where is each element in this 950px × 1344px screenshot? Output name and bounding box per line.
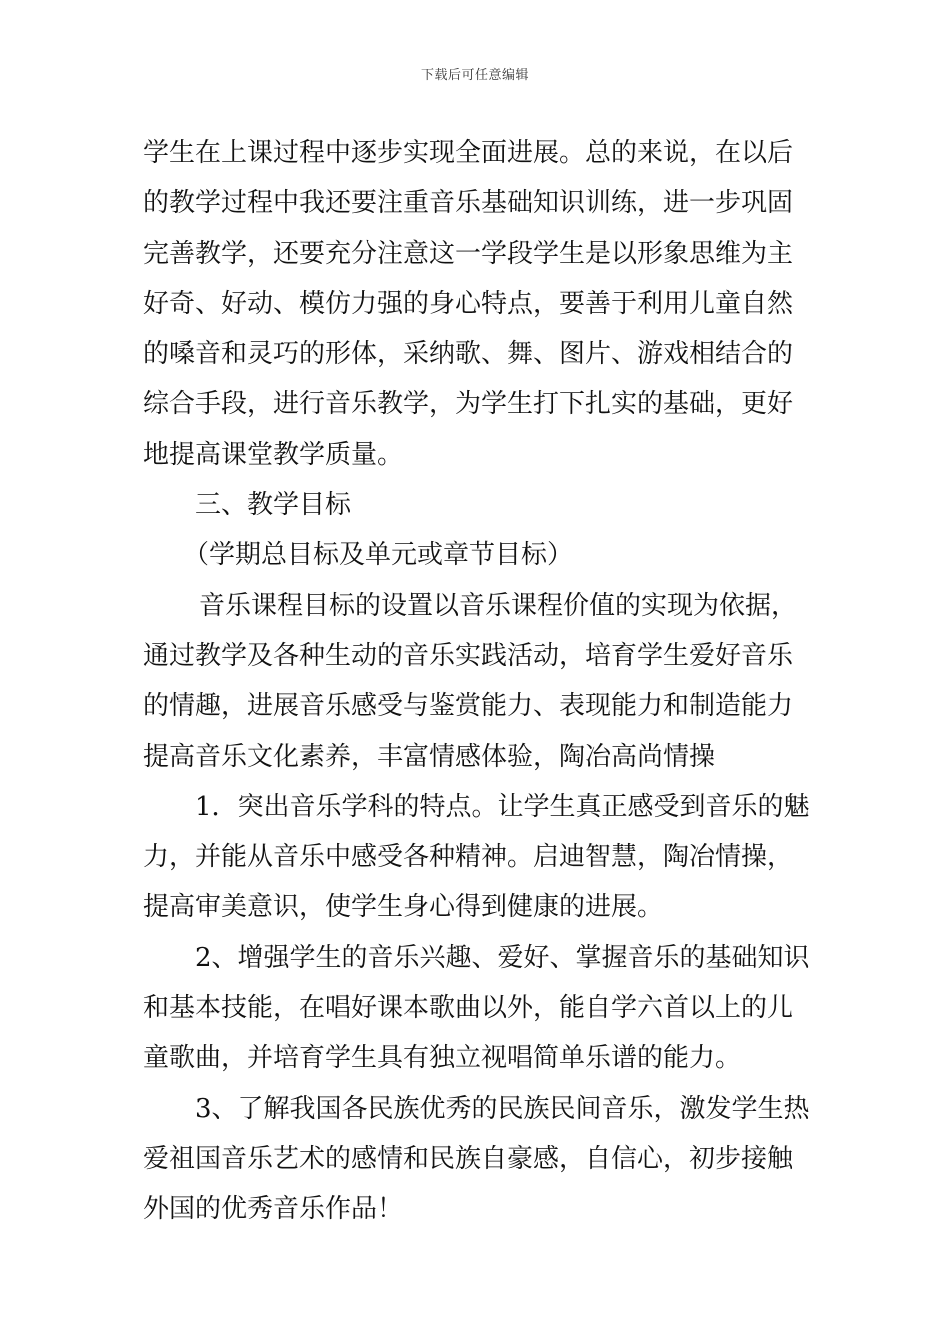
goal-item-2 [143, 933, 813, 1084]
text-line: 综合手段，进行音乐教学，为学生打下扎实的基础，更好 [143, 389, 794, 420]
text-line: 音乐课程目标的设置以音乐课程价值的实现为依据， [199, 590, 798, 621]
section-subheading: （学期总目标及单元或章节目标） [183, 540, 574, 571]
text-line: 3、了解我国各民族优秀的民族民间音乐，激发学生热 [195, 1093, 810, 1124]
text-line: 地提高课堂教学质量。 [143, 439, 404, 470]
text-line: 的嗓音和灵巧的形体，采纳歌、舞、图片、游戏相结合的 [143, 339, 794, 370]
document-body [143, 128, 813, 1235]
text-line: 学生在上课过程中逐步实现全面进展。总的来说，在以后 [143, 138, 794, 168]
goal-item-3 [143, 1084, 813, 1235]
paragraph-intro-continuation [143, 128, 813, 480]
text-line: 提高音乐文化素养，丰富情感体验，陶冶高尚情操 [143, 741, 716, 772]
text-line: 的教学过程中我还要注重音乐基础知识训练，进一步巩固 [143, 188, 794, 219]
text-line: 完善教学，还要充分注意这一学段学生是以形象思维为主 [143, 238, 794, 269]
text-line: 外国的优秀音乐作品！ [143, 1194, 404, 1225]
text-line: 和基本技能，在唱好课本歌曲以外，能自学六首以上的儿 [143, 993, 794, 1024]
text-line: 爱祖国音乐艺术的感情和民族自豪感，自信心，初步接触 [143, 1143, 794, 1174]
text-line: 好奇、好动、模仿力强的身心特点，要善于利用儿童自然 [143, 288, 794, 319]
text-line: 2、增强学生的音乐兴趣、爱好、掌握音乐的基础知识 [195, 942, 810, 973]
text-line: 通过教学及各种生动的音乐实践活动，培育学生爱好音乐 [143, 640, 794, 671]
text-line: 1．突出音乐学科的特点。让学生真正感受到音乐的魅 [195, 791, 810, 822]
text-line: 力，并能从音乐中感受各种精神。启迪智慧，陶冶情操， [143, 842, 794, 873]
section-heading: 三、教学目标 [195, 490, 352, 521]
goal-item-1 [143, 782, 813, 933]
text-line: 童歌曲，并培育学生具有独立视唱简单乐谱的能力。 [143, 1043, 742, 1074]
text-line: 的情趣，进展音乐感受与鉴赏能力、表现能力和制造能力 [143, 691, 794, 722]
text-line: 提高审美意识，使学生身心得到健康的进展。 [143, 892, 664, 923]
page-header: 下载后可任意编辑 [420, 68, 529, 83]
paragraph-course-goals [143, 581, 813, 782]
